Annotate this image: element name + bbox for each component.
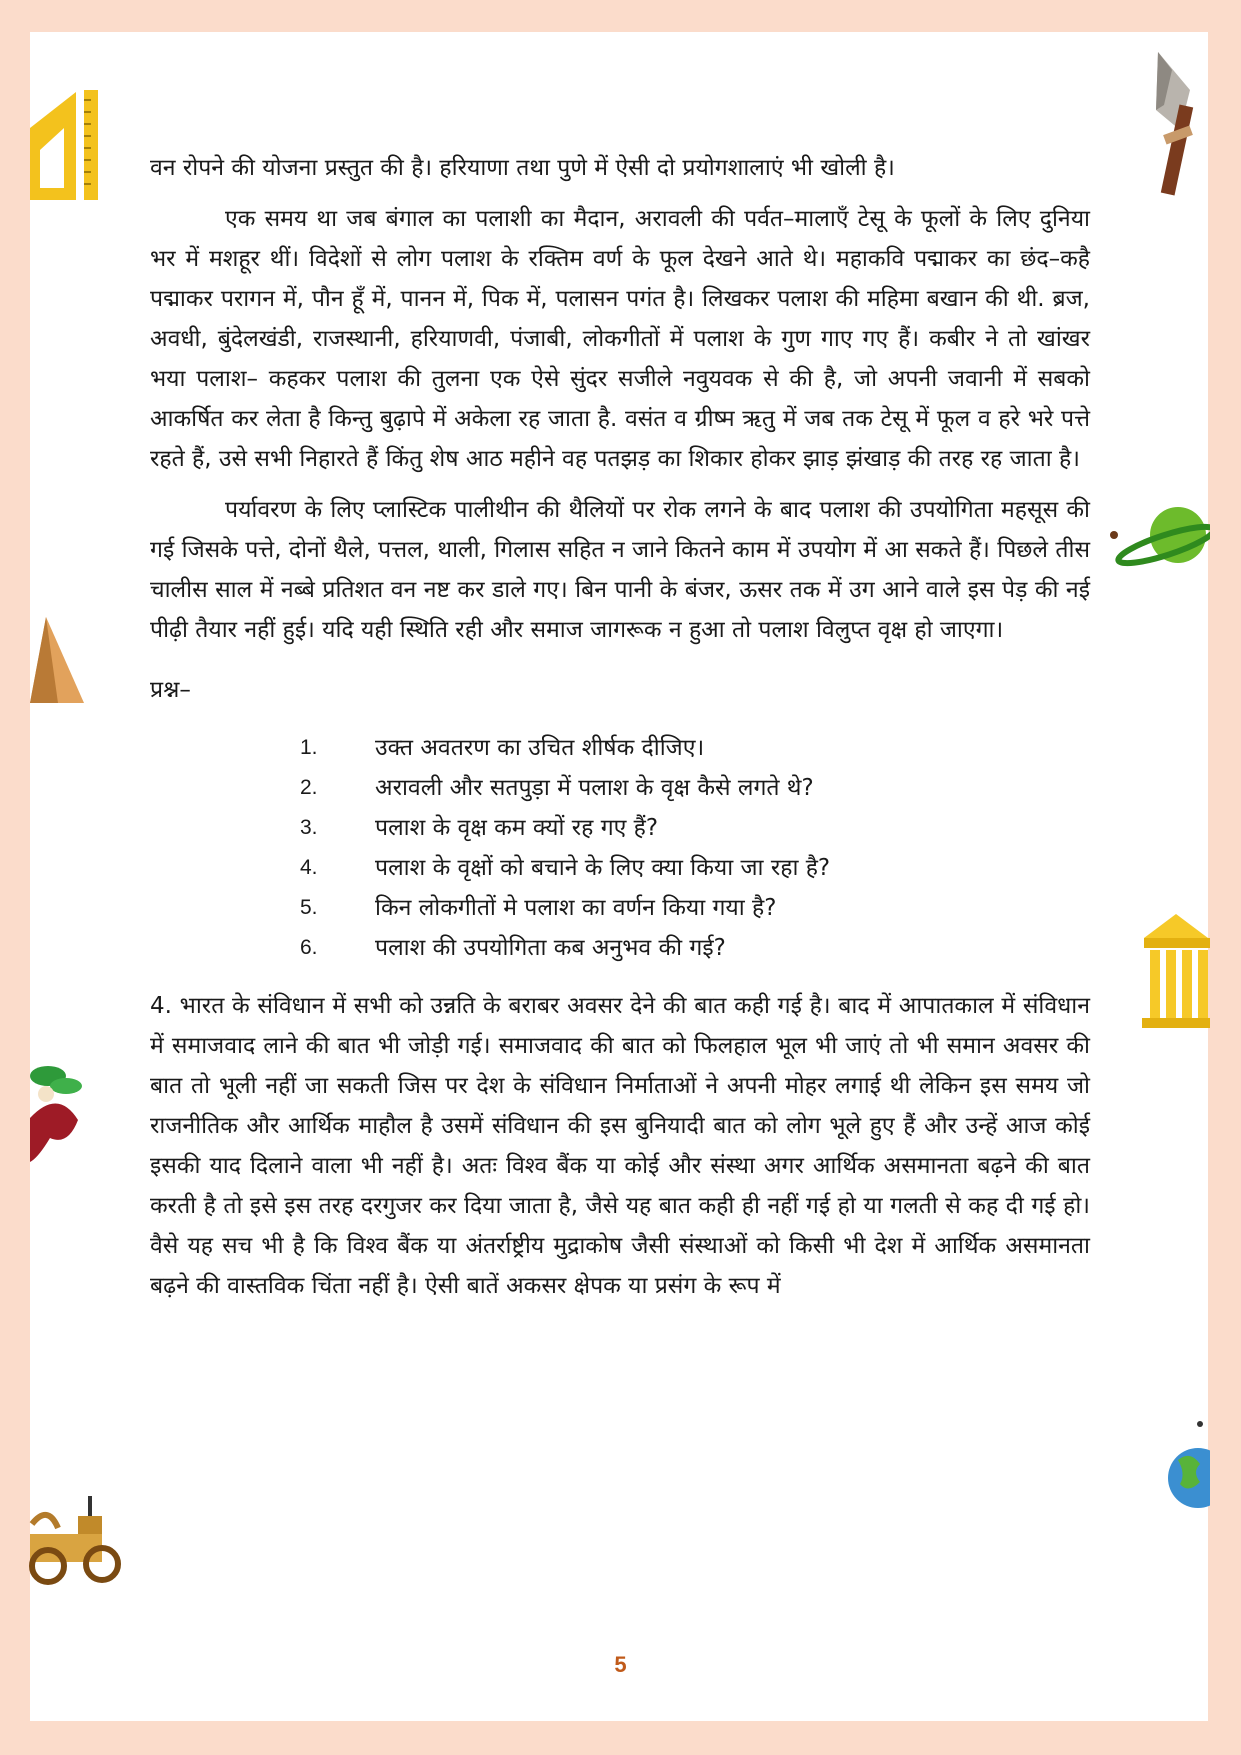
paragraph-2: एक समय था जब बंगाल का पलाशी का मैदान, अरावली की पर्वत–मालाएँ टेसू के फूलों के लिए दुनिया भर में मशहूर थीं। विदेशों से लोग पलाश के रक्तिम वर्ण के फूल देखने आते थे। महाकवि पद्माकर का छंद–कहै पद्माकर परागन में, पौन हूँ में, पानन में, पिक में, पलासन पगंत है। लिखकर पलाश की महिमा बखान की थी. ब्रज, अवधी, बुंदेलखंडी, राजस्थानी, हरियाणवी, पंजाबी, लोकगीतों में पलाश के गुण गाए गए हैं। कबीर ने तो खांखर भया पलाश– कहकर पलाश की तुलना एक ऐसे सुंदर सजीले नवुयवक से की है, जो अपनी जवानी में सबको आकर्षित कर लेता है किन्तु बुढ़ापे में अकेला रह जाता है. वसंत व ग्रीष्म ऋतु में जब तक टेसू में फूल व हरे भरे पत्ते रहते हैं, उसे सभी निहारते हैं किंतु शेष आठ महीने वह पतझड़ का शिकार होकर झाड़ झंखाड़ की तरह रह जाता है।	[150, 206, 1090, 472]
pyramid-icon	[28, 615, 88, 705]
question-number: 3.	[300, 816, 318, 839]
question-number: 4.	[300, 856, 318, 879]
question-number: 5.	[300, 896, 318, 919]
plant-icon	[28, 1058, 90, 1164]
list-item	[150, 928, 1090, 968]
question-text: अरावली और सतपुड़ा में पलाश के वृक्ष कैसे लगते थे?	[375, 775, 814, 801]
question-text: पलाश के वृक्षों को बचाने के लिए क्या किया जा रहा है?	[375, 855, 831, 881]
list-item	[150, 888, 1090, 928]
question-number: 2.	[300, 776, 318, 799]
question-list	[150, 728, 1090, 968]
question-text: किन लोकगीतों मे पलाश का वर्णन किया गया है?	[375, 895, 777, 921]
ruler-icon	[28, 88, 102, 203]
questions-label: प्रश्न–	[150, 677, 191, 703]
stone-axe-icon	[1150, 50, 1210, 200]
list-item	[150, 768, 1090, 808]
list-item	[150, 808, 1090, 848]
paragraph-4: 4. भारत के संविधान में सभी को उन्नति के बराबर अवसर देने की बात कही गई है। बाद में आपातकाल में संविधान में समाजवाद लाने की बात भी जोड़ी गई। समाजवाद की बात को फिलहाल भूल भी जाएं तो भी समान अवसर की बात तो भूली नहीं जा सकती जिस पर देश के संविधान निर्माताओं ने अपनी मोहर लगाई थी लेकिन इस समय जो राजनीतिक और आर्थिक माहौल है उसमें संविधान की इस बुनियादी बात को लोग भूले हुए हैं और उन्हें आज कोई इसकी याद दिलाने वाला भी नहीं है। अतः विश्व बैंक या कोई और संस्था अगर आर्थिक असमानता बढ़ने की बात करती है तो इसे इस तरह दरगुजर कर दिया जाता है, जैसे यह बात कही ही नहीं गई हो या गलती से कह दी गई हो। वैसे यह सच भी है कि विश्व बैंक या अंतर्राष्ट्रीय मुद्राकोष जैसी संस्थाओं को किसी भी देश में आर्थिक असमानता बढ़ने की वास्तविक चिंता नहीं है। ऐसी बातें अकसर क्षेपक या प्रसंग के रूप में	[150, 993, 1090, 1299]
planet-icon	[1110, 505, 1210, 575]
pillar-icon	[1140, 912, 1210, 1030]
cart-icon	[28, 1494, 124, 1586]
question-text: पलाश के वृक्ष कम क्यों रह गए हैं?	[375, 815, 659, 841]
question-number: 6.	[300, 936, 318, 959]
page-number: 5	[614, 1652, 627, 1677]
paragraph-3: पर्यावरण के लिए प्लास्टिक पालीथीन की थैलियों पर रोक लगने के बाद पलाश की उपयोगिता महसूस की गई जिसके पत्ते, दोनों थैले, पत्तल, थाली, गिलास सहित न जाने कितने काम में उपयोग में आ सकते हैं। पिछले तीस चालीस साल में नब्बे प्रतिशत वन नष्ट कर डाले गए। बिन पानी के बंजर, ऊसर तक में उग आने वाले इस पेड़ की नई पीढ़ी तैयार नहीं हुई। यदि यही स्थिति रही और समाज जागरूक न हुआ तो पलाश विलुप्त वृक्ष हो जाएगा।	[150, 497, 1090, 643]
list-item	[150, 848, 1090, 888]
question-text: उक्त अवतरण का उचित शीर्षक दीजिए।	[375, 735, 705, 761]
question-text: पलाश की उपयोगिता कब अनुभव की गई?	[375, 935, 726, 961]
question-number: 1.	[300, 736, 318, 759]
globe-icon	[1160, 1420, 1210, 1510]
document-body	[150, 148, 1090, 1306]
list-item	[150, 728, 1090, 768]
paragraph-1: वन रोपने की योजना प्रस्तुत की है। हरियाणा तथा पुणे में ऐसी दो प्रयोगशालाएं भी खोली है।	[150, 155, 895, 181]
